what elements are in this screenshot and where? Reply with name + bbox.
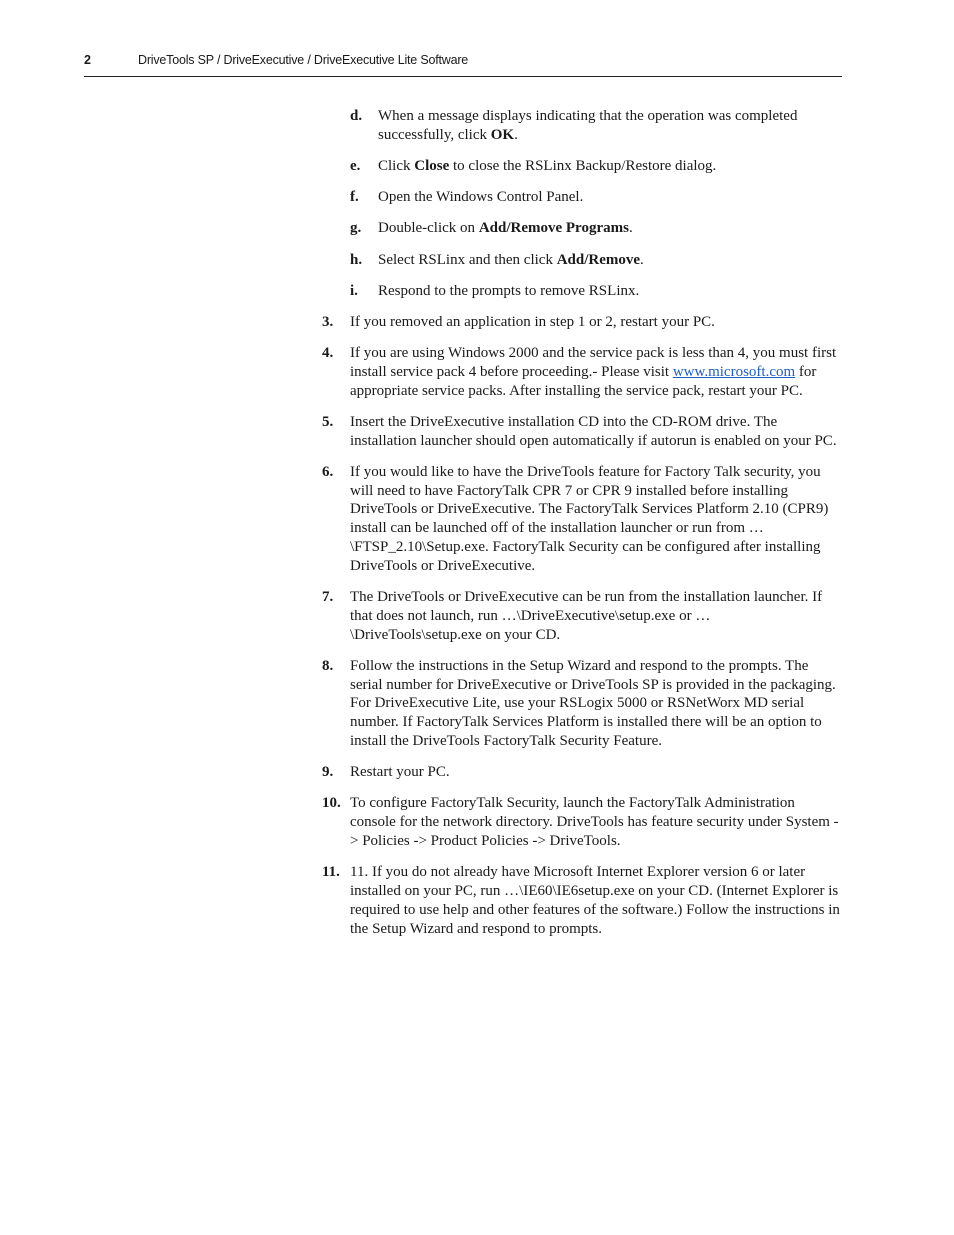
sub-step-text-end: . <box>514 126 518 143</box>
step-text: To configure FactoryTalk Security, launch the FactoryTalk Administration console for the network directory. DriveTools has feature security under System -> Policies -> Product Policies -> DriveTools. <box>350 795 839 849</box>
step-6 <box>322 463 840 576</box>
sub-step-text-end: to close the RSLinx Backup/Restore dialog. <box>449 157 717 174</box>
step-number: 5. <box>322 413 334 430</box>
sub-step-f <box>350 188 840 207</box>
page-header <box>84 52 842 77</box>
step-number: 3. <box>322 313 334 330</box>
sub-step-d <box>350 107 840 145</box>
page-number: 2 <box>84 53 91 67</box>
step-text: If you removed an application in step 1 or 2, restart your PC. <box>350 313 715 330</box>
step-3 <box>322 313 840 332</box>
step-text: 11. If you do not already have Microsoft Internet Explorer version 6 or later installed on your PC, run …\IE60\IE6setup.exe on your CD. (Internet Explorer is required to use help and other features of the software.) Follow the instructions in the Setup Wizard and respond to prompts. <box>350 864 840 937</box>
sub-step-label: e. <box>350 157 361 174</box>
step-number: 10. <box>322 795 341 812</box>
sub-step-text: Double-click on <box>378 220 479 237</box>
step-number: 9. <box>322 764 334 781</box>
step-number: 7. <box>322 589 334 606</box>
sub-step-h <box>350 251 840 270</box>
step-4 <box>322 344 840 400</box>
step-10 <box>322 794 840 850</box>
instruction-list <box>322 107 840 951</box>
microsoft-link[interactable]: www.microsoft.com <box>672 363 796 380</box>
sub-step-text: When a message displays indicating that the operation was completed successfully, click <box>378 108 798 143</box>
sub-step-text: Click <box>378 157 415 174</box>
sub-step-list <box>350 107 840 301</box>
step-5 <box>322 413 840 451</box>
step-text: If you are using Windows 2000 and the service pack is less than 4, you must first install service pack 4 before proceeding.- Please visit <box>350 345 837 380</box>
step-11 <box>322 863 840 938</box>
step-text: Insert the DriveExecutive installation CD into the CD-ROM drive. The installation launcher should open automatically if autorun is enabled on your PC. <box>350 413 837 449</box>
sub-step-text-end: . <box>640 251 644 268</box>
sub-step-label: g. <box>350 220 362 237</box>
step-number: 6. <box>322 463 334 480</box>
step-number: 11. <box>322 864 340 881</box>
sub-step-bold-text: Add/Remove <box>556 251 641 268</box>
sub-step-i <box>350 282 840 301</box>
sub-step-bold-text: Add/Remove Programs <box>478 220 629 237</box>
sub-step-text: Open the Windows Control Panel. <box>378 189 584 206</box>
sub-step-g <box>350 219 840 238</box>
step-9 <box>322 763 840 782</box>
step-text: If you would like to have the DriveTools feature for Factory Talk security, you will need to have FactoryTalk CPR 7 or CPR 9 installed before installing DriveTools or DriveExecutive. The FactoryTalk Services Platform 2.10 (CPR9) install can be launched off of the installation launcher or run from …\FTSP_2.10\Setup.exe. FactoryTalk Security can be configured after installing DriveTools or DriveExecutive. <box>350 463 829 574</box>
sub-step-label: f. <box>350 189 359 206</box>
sub-step-bold-text: OK <box>490 126 515 143</box>
sub-step-label: i. <box>350 282 358 299</box>
sub-step-text: Select RSLinx and then click <box>378 251 557 268</box>
step-7 <box>322 588 840 644</box>
step-number: 4. <box>322 345 334 362</box>
sub-step-bold-text: Close <box>414 157 450 174</box>
sub-step-text: Respond to the prompts to remove RSLinx. <box>378 282 640 299</box>
sub-step-label: h. <box>350 251 363 268</box>
sub-step-text-end: . <box>628 220 633 237</box>
sub-step-e <box>350 157 840 176</box>
step-text-end: for appropriate service packs. After installing the service pack, restart your PC. <box>350 363 817 399</box>
step-number: 8. <box>322 657 334 674</box>
step-text: Follow the instructions in the Setup Wizard and respond to the prompts. The serial number for DriveExecutive or DriveTools SP is provided in the packaging. For DriveExecutive Lite, use your RSLogix 5000 or RSNetWorx MD serial number. If FactoryTalk Services Platform is installed there will be an option to install the DriveTools FactoryTalk Security Feature. <box>350 657 836 750</box>
step-text: The DriveTools or DriveExecutive can be run from the installation launcher. If that does not launch, run …\DriveExecutive\setup.exe or …\DriveTools\setup.exe on your CD. <box>350 589 823 643</box>
document-title: DriveTools SP / DriveExecutive / DriveExecutive Lite Software <box>138 53 469 67</box>
step-8 <box>322 657 840 751</box>
step-text: Restart your PC. <box>350 764 450 781</box>
sub-step-label: d. <box>350 108 363 124</box>
